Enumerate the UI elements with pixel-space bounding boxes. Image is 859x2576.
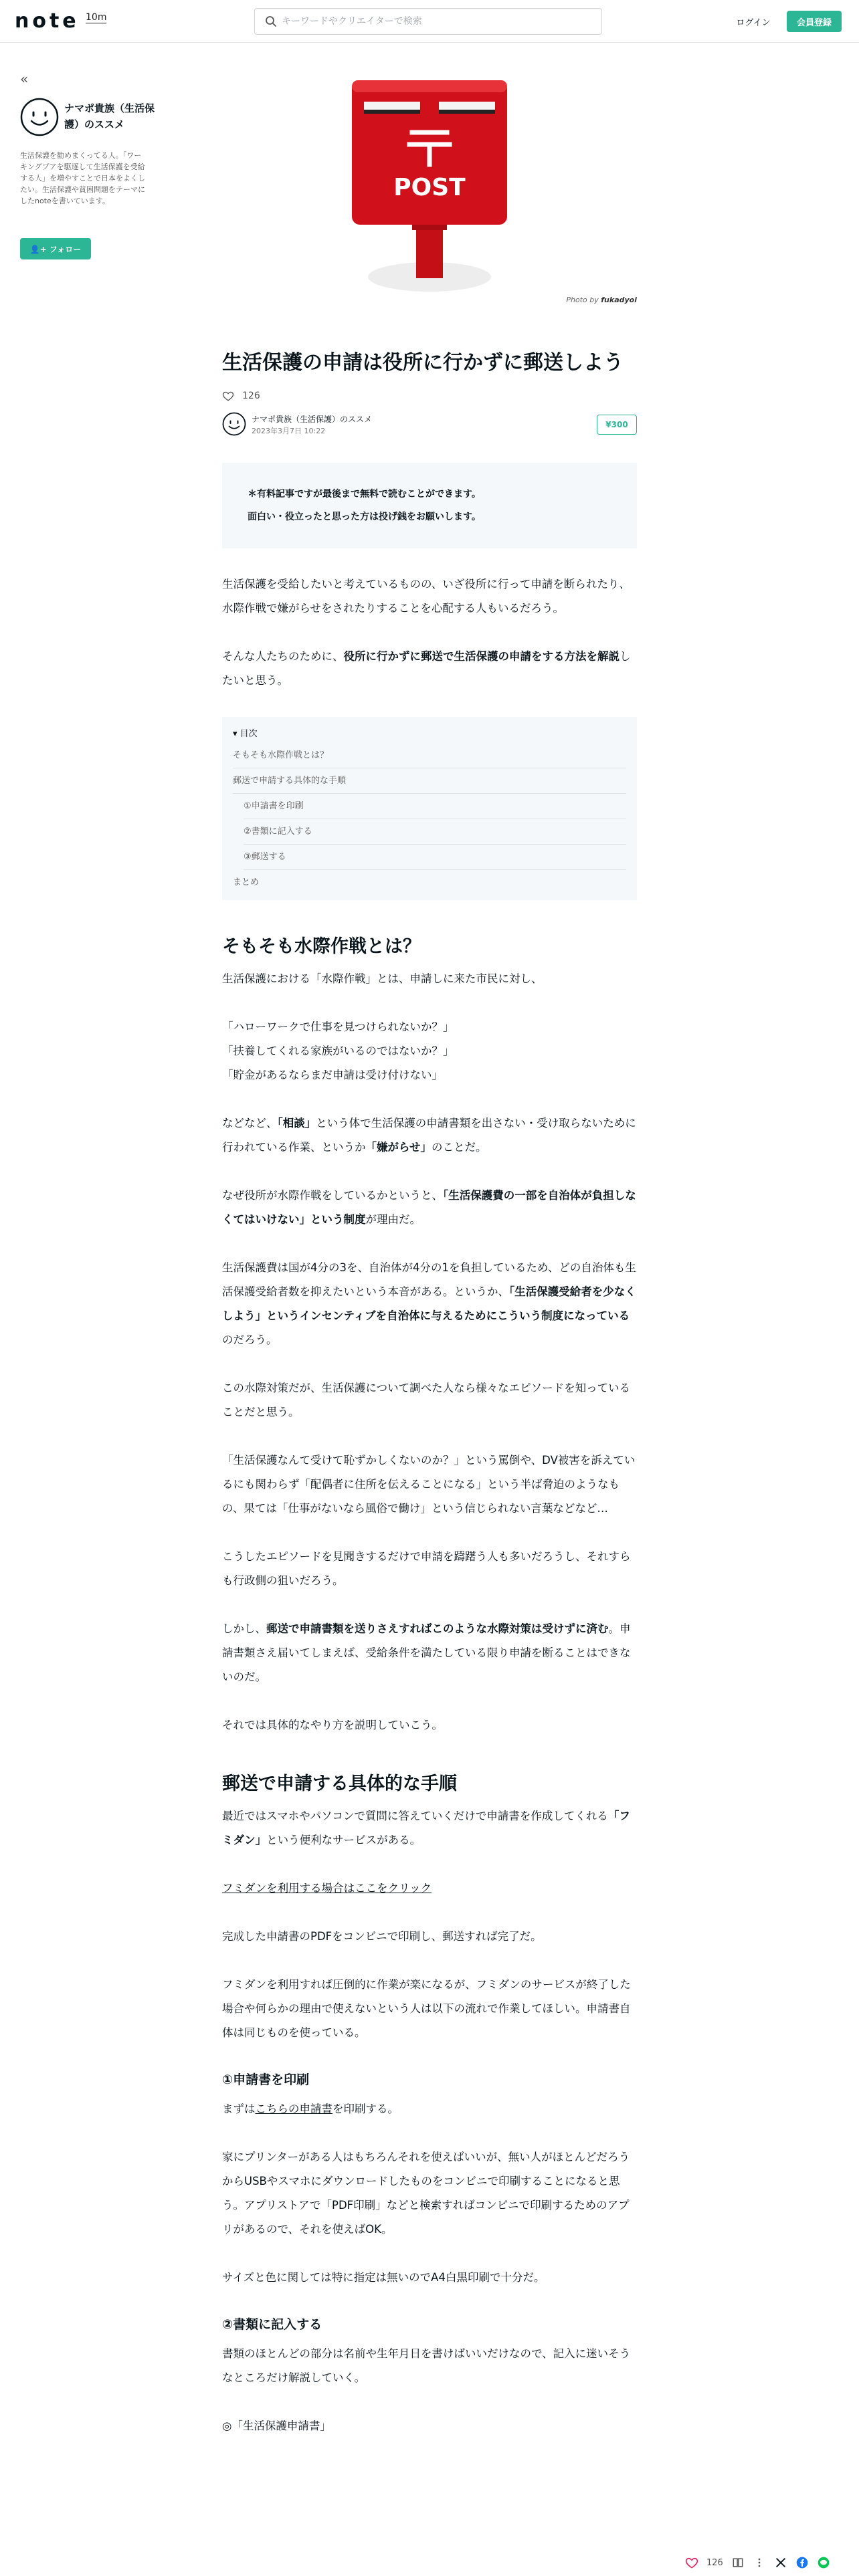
heart-icon[interactable]	[685, 2556, 698, 2569]
paragraph: 家にプリンターがある人はもちろんそれを使えばいいが、無い人がほとんどだろうからUSBやスマホにダウンロードしたものをコンビニで印刷することになると思う。アプリストアで「PDF印刷」などと検索すればコンビニで印刷するためのアプリがあるので、それを使えばOK。	[222, 2151, 630, 2236]
login-button[interactable]: ログイン	[725, 11, 781, 32]
paragraph: 書類のほとんどの部分は名前や生年月日を書けばいいだけなので、記入に迷いそうなところだけ解説していく。	[222, 2347, 631, 2384]
fumidan-link[interactable]: フミダンを利用する場合はここをクリック	[222, 1882, 432, 1895]
paragraph: こうしたエピソードを見聞きするだけで申請を躊躇う人も多いだろうし、それすらも行政側の狙いだろう。	[222, 1550, 631, 1587]
signup-button[interactable]: 会員登録	[787, 11, 842, 32]
mailbox-hero-image	[312, 64, 547, 300]
author-avatar[interactable]	[222, 412, 246, 436]
quote-line: 「ハローワークで仕事を見つけられないか？」	[222, 1021, 454, 1033]
author-row	[222, 412, 637, 445]
like-count: 126	[242, 391, 260, 401]
search-input[interactable]	[282, 9, 596, 34]
follow-label: フォロー	[49, 244, 82, 254]
notice-line-2: 面白い・役立ったと思った方は投げ銭をお願いします。	[248, 512, 481, 522]
notice-box	[222, 463, 637, 548]
paragraph: まずはこちらの申請書を印刷する。	[222, 2103, 399, 2115]
author-name[interactable]: ナマポ貴族（生活保護）のススメ	[252, 415, 373, 424]
toc-item[interactable]: ②書類に記入する	[244, 819, 626, 845]
notice-line-1: ＊有料記事ですが最後まで無料で読むことができます。	[248, 489, 481, 500]
paragraph: 生活保護費は国が4分の3を、自治体が4分の1を負担しているため、どの自治体も生活保護受給者数を抑えたいという本音がある。というか、「生活保護受給者を少なくしよう」というインセンティブを自治体に与えるためにこういう制度になっているのだろう。	[222, 1261, 636, 1346]
bottom-like-count: 126	[706, 2557, 723, 2568]
paragraph: 完成した申請書のPDFをコンビニで印刷し、郵送すれば完了だ。	[222, 1930, 542, 1943]
quote-line: 「扶養してくれる家族がいるのではないか？」	[222, 1045, 454, 1057]
paragraph: なぜ役所が水際作戦をしているかというと、「生活保護費の一部を自治体が負担しなくてはいけない」という制度が理由だ。	[222, 1189, 636, 1226]
creator-name[interactable]: ナマポ貴族（生活保護）のススメ	[64, 102, 155, 130]
search-box[interactable]	[254, 8, 602, 35]
subheading-fill: ②書類に記入する	[222, 2317, 322, 2332]
toc-header[interactable]: ▾ 目次	[233, 729, 258, 739]
paragraph: フミダンを利用すれば圧倒的に作業が楽になるが、フミダンのサービスが終了した場合や何らかの理由で使えないという人は以下の流れで作業してほしい。申請書自体は同じものを使っている。	[222, 1978, 631, 2039]
paragraph: この水際対策だが、生活保護について調べた人なら様々なエピソードを知っていることだと思う。	[222, 1382, 631, 1418]
note-logo[interactable]: note	[15, 9, 80, 33]
search-icon	[264, 15, 278, 28]
creator-description: 生活保護を勧めまくってる人。「ワーキングプアを駆逐して生活保護を受給する人」を増やすことで日本をよくしたい。生活保護や貧困問題をテーマにしたnoteを書いています。	[20, 151, 145, 205]
toc-item[interactable]: 郵送で申請する具体的な手順	[233, 768, 626, 794]
heart-icon[interactable]	[222, 390, 234, 402]
paragraph: などなど、「相談」という体で生活保護の申請書類を出さない・受け取らないために行われている作業、というか「嫌がらせ」のことだ。	[222, 1117, 636, 1154]
paragraph: サイズと色に関しては特に指定は無いのでA4白黒印刷で十分だ。	[222, 2271, 545, 2284]
bottom-action-bar	[678, 2549, 859, 2576]
publish-date: 2023年3月7日 10:22	[252, 427, 326, 435]
collapse-sidebar-icon[interactable]: «	[20, 71, 29, 87]
facebook-share-icon[interactable]	[795, 2556, 809, 2569]
more-icon[interactable]	[753, 2556, 766, 2569]
line-share-icon[interactable]	[817, 2556, 830, 2569]
subheading-print: ①申請書を印刷	[222, 2072, 310, 2087]
paragraph: 「生活保護なんて受けて恥ずかしくないのか？」という罵倒や、DV被害を訴えているにも関わらず「配偶者に住所を伝えることになる」という半ば脅迫のようなもの、果ては「仕事がないなら風俗で働け」という信じられない言葉などなど…	[222, 1454, 636, 1515]
application-form-link[interactable]: こちらの申請書	[255, 2103, 332, 2115]
toc-item[interactable]: まとめ	[233, 877, 260, 887]
paragraph: ◎「生活保護申請書」	[222, 2420, 331, 2432]
intro-paragraph-1: 生活保護を受給したいと考えているものの、いざ役所に行って申請を断られたり、水際作戦で嫌がらせをされたりすることを心配する人もいるだろう。	[222, 578, 630, 615]
paragraph: 生活保護における「水際作戦」とは、申請しに来た市民に対し、	[222, 972, 543, 985]
photo-credit: Photo by fukadyoi	[566, 296, 637, 304]
section-heading-1: そもそも水際作戦とは？	[222, 936, 421, 957]
table-of-contents	[222, 717, 637, 900]
paragraph: しかし、郵送で申請書類を送りさえすればこのような水際対策は受けずに済む。申請書類さえ届いてしまえば、受給条件を満たしている限り申請を断ることはできないのだ。	[222, 1622, 631, 1683]
toc-item[interactable]: ③郵送する	[244, 845, 626, 870]
photo-credit-link[interactable]: fukadyoi	[601, 296, 637, 304]
triangle-down-icon: ▾	[233, 729, 237, 739]
site-header	[0, 0, 859, 43]
anniversary-badge: 10m	[86, 12, 107, 23]
quote-line: 「貯金があるならまだ申請は受け付けない」	[222, 1069, 443, 1081]
intro-paragraph-2: そんな人たちのために、役所に行かずに郵送で生活保護の申請をする方法を解説したいと思う。	[222, 650, 631, 687]
like-row	[222, 388, 637, 404]
price-badge[interactable]: ¥300	[597, 415, 637, 435]
paragraph: それでは具体的なやり方を説明していこう。	[222, 1719, 443, 1731]
article-title: 生活保護の申請は役所に行かずに郵送しよう	[222, 351, 624, 374]
magazine-add-icon[interactable]	[731, 2556, 745, 2569]
toc-item[interactable]: ①申請書を印刷	[244, 794, 626, 819]
article-body	[222, 348, 637, 2438]
user-plus-icon: 👤+	[29, 244, 47, 254]
creator-avatar[interactable]	[20, 98, 59, 136]
x-share-icon[interactable]	[774, 2556, 787, 2569]
post-label: POST	[393, 174, 466, 201]
toc-item[interactable]: そもそも水際作戦とは？	[233, 743, 626, 768]
paragraph: 最近ではスマホやパソコンで質問に答えていくだけで申請書を作成してくれる「フミダン」という便利なサービスがある。	[222, 1810, 630, 1846]
section-heading-2: 郵送で申請する具体的な手順	[222, 1774, 457, 1794]
follow-button[interactable]	[20, 238, 91, 259]
